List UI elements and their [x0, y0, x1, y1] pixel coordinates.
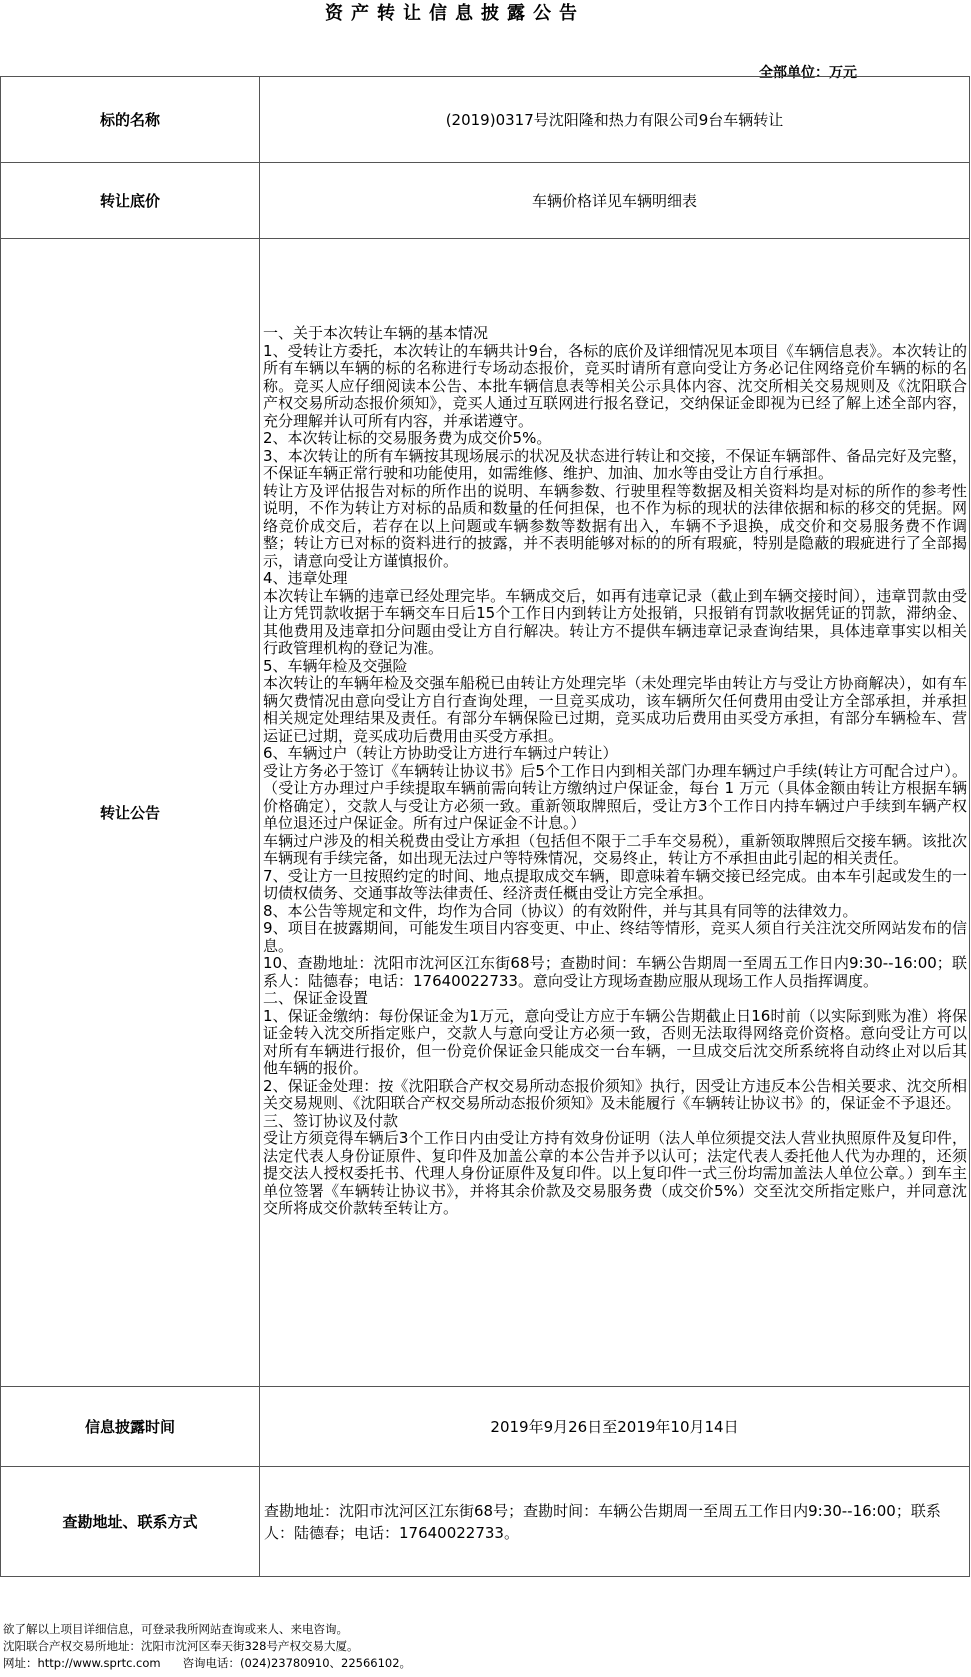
announcement-paragraph: 受让方务必于签订《车辆转让协议书》后5个工作日内到相关部门办理车辆过户手续(转让方可配合过户）。（受让方办理过户手续提取车辆前需向转让方缴纳过户保证金，每台 1 万元（具体金额由转让方根据车辆价格确定），交款人与受让方必须一致。重新领取牌照后，受让方3个工作日内持车辆过户手续到车辆产权单位退还过户保证金。所有过户保证金不计息。）: [263, 761, 967, 832]
footer-phone: 咨询电话：(024)23780910、22566102。: [182, 1656, 412, 1670]
subject-row: [1, 77, 970, 163]
announcement-paragraph: 三、签订协议及付款: [263, 1111, 399, 1130]
announcement-paragraph: 2、本次转让标的交易服务费为成交价5%。: [263, 429, 552, 447]
unit-label: 全部单位：万元: [759, 65, 857, 81]
subject-label: 标的名称: [1, 77, 260, 163]
announcement-paragraph: 1、保证金缴纳：每份保证金为1万元，意向受让方应于车辆公告期截止日16时前（以实际到账为准）将保证金转入沈交所指定账户，交款人与意向受让方必须一致，否则无法取得网络竞价资格。意向受让方可以对所有车辆进行报价，但一份竞价保证金只能成交一台车辆，一旦成交后沈交所系统将自动终止对以后其他车辆的报价。: [263, 1006, 967, 1077]
reserve-price-label: 转让底价: [1, 163, 260, 239]
inspection-row: [1, 1467, 970, 1577]
announcement-paragraph: 1、受转让方委托，本次转让的车辆共计9台，各标的底价及详细情况见本项目《车辆信息表》。本次转让的所有车辆以车辆的标的名称进行专场动态报价，竞买时请所有意向受让方务必记住网络竞价车辆的标的名称。竞买人应仔细阅读本公告、本批车辆信息表等相关公示具体内容、沈交所相关交易规则及《沈阳联合产权交易所动态报价须知》，竞买人通过互联网进行报名登记，交纳保证金即视为已经了解上述全部内容，充分理解并认可所有内容，并承诺遵守。: [263, 341, 967, 430]
footer-info-line: 欲了解以上项目详细信息，可登录我所网站查询或来人、来电咨询。: [3, 1622, 348, 1636]
announcement-paragraph: 8、本公告等规定和文件，均作为合同（协议）的有效附件，并与其具有同等的法律效力。: [263, 901, 858, 920]
disclosure-time-label: 信息披露时间: [1, 1387, 260, 1467]
page-title: 资产转让信息披露公告: [325, 3, 585, 24]
announcement-paragraph: 6、车辆过户（转让方协助受让方进行车辆过户转让）: [263, 744, 618, 762]
announcement-paragraph: 转让方及评估报告对标的所作出的说明、车辆参数、行驶里程等数据及相关资料均是对标的所作的参考性说明，不作为转让方对标的品质和数量的任何担保，也不作为标的现状的法律依据和标的移交的凭据。网络竞价成交后，若存在以上问题或车辆参数等数据有出入，车辆不予退换，成交价和交易服务费不作调整；转让方已对标的资料进行的披露，并不表明能够对标的的所有瑕疵，特别是隐蔽的瑕疵进行了全部揭示，请意向受让方谨慎报价。: [263, 481, 967, 570]
announcement-paragraph: 4、违章处理: [263, 569, 348, 587]
inspection-label: 查勘地址、联系方式: [1, 1467, 260, 1577]
announcement-paragraph: 二、保证金设置: [263, 989, 369, 1007]
footer-website[interactable]: 网址：http://www.sprtc.com: [3, 1656, 161, 1670]
announcement-paragraph: 车辆过户涉及的相关税费由受让方承担（包括但不限于二手车交易税），重新领取牌照后交接车辆。该批次车辆现有手续完备，如出现无法过户等特殊情况，交易终止，转让方不承担由此引起的相关责任。: [263, 831, 967, 867]
disclosure-time-value: 2019年9月26日至2019年10月14日: [260, 1387, 970, 1467]
announcement-paragraph: 10、查勘地址：沈阳市沈河区江东街68号；查勘时间：车辆公告期周一至周五工作日内9:30--16:00；联系人：陆德春；电话：17640022733。意向受让方现场查勘应服从现场工作人员指挥调度。: [263, 954, 967, 990]
subject-value: (2019)0317号沈阳隆和热力有限公司9台车辆转让: [260, 77, 970, 163]
announcement-label: 转让公告: [1, 239, 260, 1387]
reserve-price-row: [1, 163, 970, 239]
reserve-price-value: 车辆价格详见车辆明细表: [260, 163, 970, 239]
footer-address-line: 沈阳联合产权交易所地址：沈阳市沈河区奉天街328号产权交易大厦。: [3, 1639, 359, 1653]
announcement-paragraph: 受让方须竞得车辆后3个工作日内由受让方持有效身份证明（法人单位须提交法人营业执照原件及复印件，法定代表人身份证原件、复印件及加盖公章的本公告并予以认可；法定代表人委托他人代为办理的，还须提交法人授权委托书、代理人身份证原件及复印件。以上复印件一式三份均需加盖法人单位公章。）到车主单位签署《车辆转让协议书》，并将其余价款及交易服务费（成交价5%）交至沈交所指定账户，并同意沈交所将成交价款转至转让方。: [263, 1129, 967, 1217]
footer: [3, 1621, 411, 1672]
announcement-paragraph: 7、受让方一旦按照约定的时间、地点提取成交车辆，即意味着车辆交接已经完成。由本车引起或发生的一切债权债务、交通事故等法律责任、经济责任概由受让方完全承担。: [263, 866, 967, 902]
announcement-spacer: [263, 243, 967, 325]
announcement-paragraph: 3、本次转让的所有车辆按其现场展示的状况及状态进行转让和交接，不保证车辆部件、备品完好及完整，不保证车辆正常行驶和功能使用，如需维修、维护、加油、加水等由受让方自行承担。: [263, 446, 967, 482]
announcement-paragraph: 2、保证金处理：按《沈阳联合产权交易所动态报价须知》执行，因受让方违反本公告相关要求、沈交所相关交易规则、《沈阳联合产权交易所动态报价须知》及未能履行《车辆转让协议书》的，保证金不予退还。: [263, 1076, 967, 1112]
announcement-paragraph: 一、关于本次转让车辆的基本情况: [263, 324, 489, 342]
announcement-paragraph: 9、项目在披露期间，可能发生项目内容变更、中止、终结等情形，竞买人须自行关注沈交所网站发布的信息。: [263, 919, 967, 955]
announcement-paragraph: 5、车辆年检及交强险: [263, 656, 408, 675]
announcement-paragraph: 本次转让的车辆年检及交强车船税已由转让方处理完毕（未处理完毕由转让方与受让方协商解决），如有车辆欠费情况由意向受让方自行查询处理，一旦竞买成功，该车辆所欠任何费用由受让方全部承担，并承担相关规定处理结果及责任。有部分车辆保险已过期，竞买成功后费用由买受方承担，有部分车辆检车、营运证已过期，竞买成功后费用由买受方承担。: [263, 674, 967, 745]
announcement-body: [260, 239, 970, 1387]
inspection-value: 查勘地址：沈阳市沈河区江东街68号；查勘时间：车辆公告期周一至周五工作日内9:30--16:00；联系人：陆德春；电话：17640022733。: [260, 1467, 970, 1577]
disclosure-table: [0, 76, 970, 1577]
announcement-row: [1, 239, 970, 1387]
disclosure-time-row: [1, 1387, 970, 1467]
announcement-paragraph: 本次转让车辆的违章已经处理完毕。车辆成交后，如再有违章记录（截止到车辆交接时间），违章罚款由受让方凭罚款收据于车辆交车日后15个工作日内到转让方处报销，只报销有罚款收据凭证的罚款，滞纳金、其他费用及违章扣分问题由受让方自行解决。转让方不提供车辆违章记录查询结果，具体违章事实以相关行政管理机构的登记为准。: [263, 586, 967, 657]
footer-contact-line: [3, 1655, 411, 1672]
